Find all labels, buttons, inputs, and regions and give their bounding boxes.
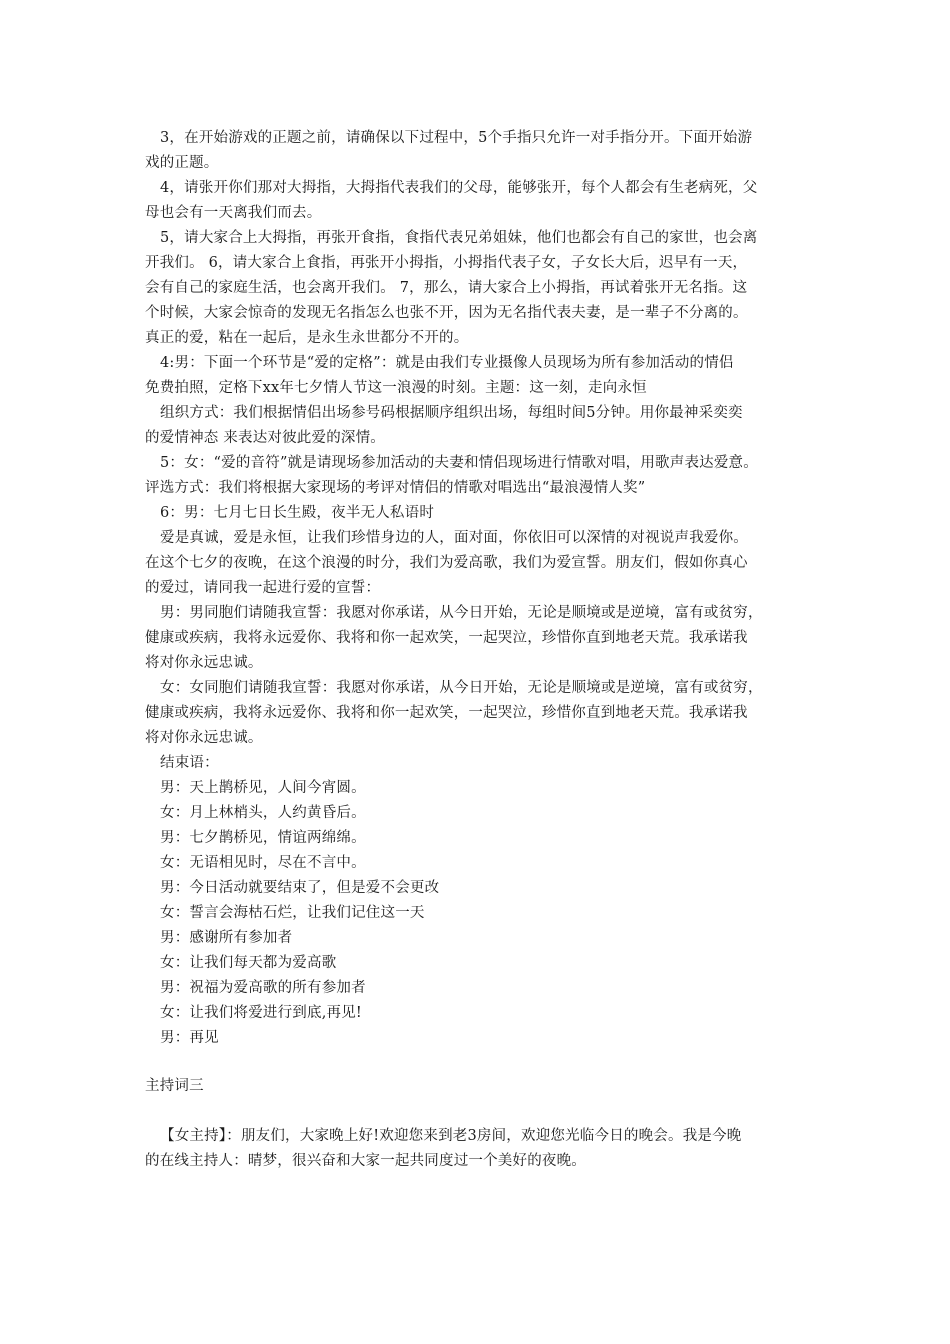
text-line: 女：月上林梢头，人约黄昏后。 [160,805,366,821]
text-line: 男：七夕鹊桥见，情谊两绵绵。 [160,830,366,846]
text-line: 4，请张开你们那对大拇指，大拇指代表我们的父母，能够张开，每个人都会有生老病死，父 [160,180,758,196]
text-line: 女：让我们将爱进行到底,再见! [160,1005,362,1021]
text-line: 女：无语相见时，尽在不言中。 [160,855,366,871]
text-line: 男：今日活动就要结束了，但是爱不会更改 [160,880,440,896]
text-line: 评选方式：我们将根据大家现场的考评对情侣的情歌对唱选出“最浪漫情人奖” [145,480,646,496]
text-line: 4:男：下面一个环节是“爱的定格”：就是由我们专业摄像人员现场为所有参加活动的情侣 [160,355,734,371]
text-line: 【女主持】：朋友们，大家晚上好!欢迎您来到老3房间，欢迎您光临今日的晚会。我是今晚 [160,1128,742,1144]
text-line: 将对你永远忠诚。 [145,730,263,746]
text-line: 将对你永远忠诚。 [145,655,263,671]
text-line: 男：再见 [160,1030,219,1046]
text-line: 6：男：七月七日长生殿，夜半无人私语时 [160,505,435,521]
text-line: 在这个七夕的夜晚，在这个浪漫的时分，我们为爱高歌，我们为爱宣誓。朋友们，假如你真心 [145,555,748,571]
text-line: 女：让我们每天都为爱高歌 [160,955,337,971]
text-line: 女：女同胞们请随我宣誓：我愿对你承诺，从今日开始，无论是顺境或是逆境，富有或贫穷， [160,680,763,696]
text-line: 5，请大家合上大拇指，再张开食指，食指代表兄弟姐妹，他们也都会有自己的家世，也会离 [160,230,758,246]
text-line: 组织方式：我们根据情侣出场参号码根据顺序组织出场，每组时间5分钟。用你最神采奕奕 [160,405,743,421]
text-line: 男：男同胞们请随我宣誓：我愿对你承诺，从今日开始，无论是顺境或是逆境，富有或贫穷， [160,605,763,621]
text-line: 的爱过，请同我一起进行爱的宣誓： [145,580,381,596]
text-line: 女：誓言会海枯石烂，让我们记住这一天 [160,905,425,921]
text-line: 戏的正题。 [145,155,219,171]
text-line: 健康或疾病，我将永远爱你、我将和你一起欢笑，一起哭泣，珍惜你直到地老天荒。我承诺我 [145,630,748,646]
text-line: 爱是真诚，爱是永恒，让我们珍惜身边的人，面对面，你依旧可以深情的对视说声我爱你。 [160,530,748,546]
section-heading: 主持词三 [145,1078,204,1094]
text-line: 的爱情神态 来表达对彼此爱的深情。 [145,430,386,446]
text-line: 男：感谢所有参加者 [160,930,293,946]
text-line: 开我们。 6，请大家合上食指，再张开小拇指，小拇指代表子女，子女长大后，迟早有一天， [145,255,748,271]
text-line: 结束语： [160,755,219,771]
text-line: 3，在开始游戏的正题之前，请确保以下过程中，5个手指只允许一对手指分开。下面开始游 [160,130,753,146]
text-line: 个时候，大家会惊奇的发现无名指怎么也张不开，因为无名指代表夫妻，是一辈子不分离的。 [145,305,748,321]
text-line: 免费拍照，定格下xx年七夕情人节这一浪漫的时刻。主题：这一刻，走向永恒 [145,380,647,396]
text-line: 5：女：“爱的音符”就是请现场参加活动的夫妻和情侣现场进行情歌对唱，用歌声表达爱意。 [160,455,758,471]
text-line: 男：祝福为爱高歌的所有参加者 [160,980,366,996]
text-line: 的在线主持人：晴梦，很兴奋和大家一起共同度过一个美好的夜晚。 [145,1153,586,1169]
text-line: 真正的爱，粘在一起后，是永生永世都分不开的。 [145,330,469,346]
text-line: 会有自己的家庭生活，也会离开我们。 7，那么，请大家合上小拇指，再试着张开无名指。这 [145,280,748,296]
text-line: 健康或疾病，我将永远爱你、我将和你一起欢笑，一起哭泣，珍惜你直到地老天荒。我承诺我 [145,705,748,721]
text-line: 母也会有一天离我们而去。 [145,205,322,221]
text-line: 男：天上鹊桥见，人间今宵圆。 [160,780,366,796]
